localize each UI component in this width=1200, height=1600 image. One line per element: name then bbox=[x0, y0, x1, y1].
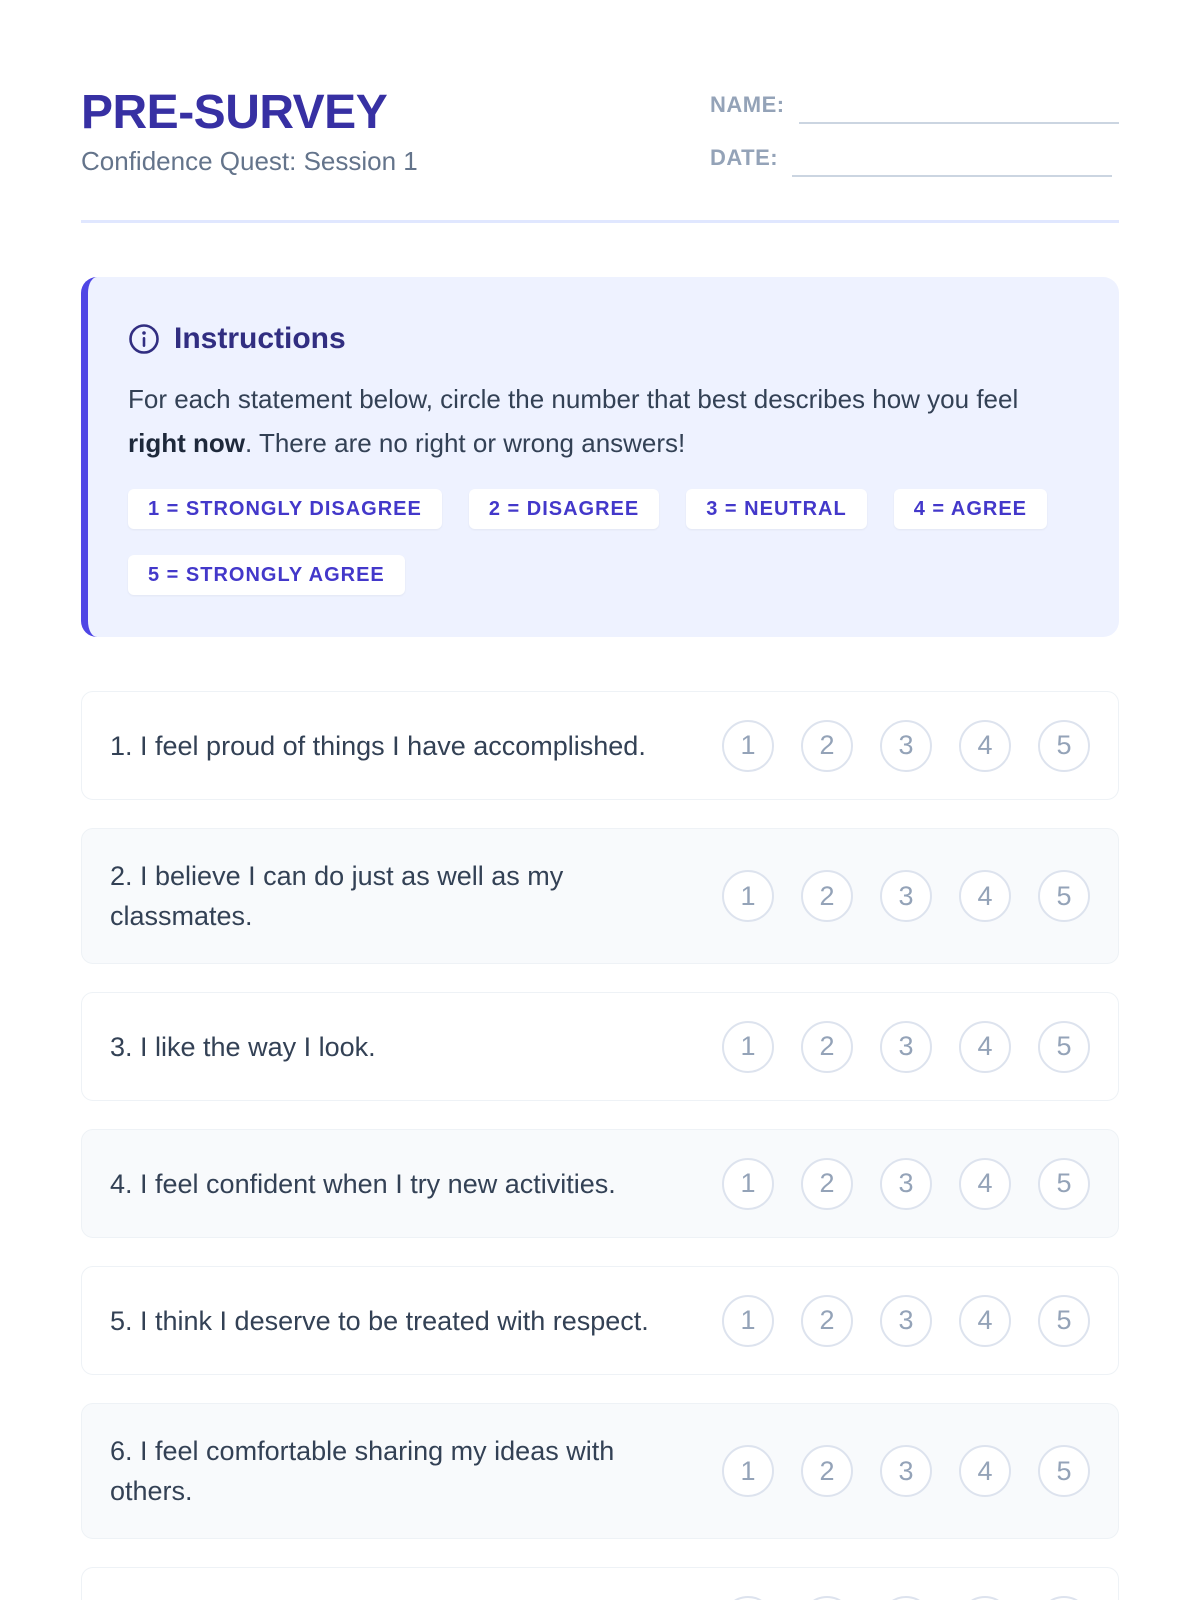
date-input-line[interactable] bbox=[792, 137, 1112, 177]
question-row bbox=[81, 1129, 1119, 1238]
question-row bbox=[81, 1266, 1119, 1375]
rating-option[interactable]: 3 bbox=[880, 1158, 932, 1210]
survey-header bbox=[81, 80, 1119, 223]
date-label: DATE: bbox=[710, 145, 779, 170]
rating-scale bbox=[722, 1445, 1090, 1497]
rating-option[interactable]: 2 bbox=[801, 1021, 853, 1073]
name-input-line[interactable] bbox=[799, 84, 1119, 124]
rating-scale bbox=[722, 1295, 1090, 1347]
question-text: 1. I feel proud of things I have accomplished. bbox=[110, 730, 646, 761]
rating-scale bbox=[722, 720, 1090, 772]
instructions-panel bbox=[81, 277, 1119, 637]
rating-option[interactable]: 5 bbox=[1038, 720, 1090, 772]
rating-option[interactable]: 1 bbox=[722, 720, 774, 772]
rating-scale bbox=[722, 1021, 1090, 1073]
question-row bbox=[81, 1403, 1119, 1539]
rating-option[interactable]: 1 bbox=[722, 870, 774, 922]
rating-option[interactable]: 3 bbox=[880, 1445, 932, 1497]
name-label: NAME: bbox=[710, 92, 785, 117]
question-text: 5. I think I deserve to be treated with respect. bbox=[110, 1305, 649, 1336]
rating-option[interactable] bbox=[1038, 1596, 1090, 1600]
rating-option[interactable]: 4 bbox=[959, 1295, 1011, 1347]
rating-scale bbox=[722, 1158, 1090, 1210]
rating-option[interactable]: 4 bbox=[959, 870, 1011, 922]
question-text: 6. I feel comfortable sharing my ideas with others. bbox=[110, 1436, 615, 1506]
rating-option[interactable]: 2 bbox=[801, 1445, 853, 1497]
rating-option[interactable]: 4 bbox=[959, 1445, 1011, 1497]
rating-option[interactable]: 2 bbox=[801, 1158, 853, 1210]
rating-option[interactable]: 5 bbox=[1038, 870, 1090, 922]
legend-chip: 3 = NEUTRAL bbox=[686, 489, 866, 529]
instructions-heading bbox=[128, 319, 1079, 359]
rating-option[interactable]: 2 bbox=[801, 870, 853, 922]
scale-legend bbox=[128, 489, 1088, 621]
rating-option[interactable] bbox=[959, 1596, 1011, 1600]
question-row bbox=[81, 828, 1119, 964]
rating-option[interactable]: 1 bbox=[722, 1158, 774, 1210]
instructions-text-start: For each statement below, circle the number that best describes how you feel bbox=[128, 384, 1019, 414]
rating-scale bbox=[722, 1596, 1090, 1600]
rating-option[interactable]: 3 bbox=[880, 720, 932, 772]
legend-chip: 5 = STRONGLY AGREE bbox=[128, 555, 405, 595]
question-text: 4. I feel confident when I try new activities. bbox=[110, 1168, 616, 1199]
rating-option[interactable] bbox=[801, 1596, 853, 1600]
question-text: 3. I like the way I look. bbox=[110, 1031, 376, 1062]
rating-option[interactable] bbox=[722, 1596, 774, 1600]
question-row-cut-off bbox=[81, 1567, 1119, 1600]
rating-option[interactable]: 5 bbox=[1038, 1021, 1090, 1073]
rating-option[interactable]: 5 bbox=[1038, 1295, 1090, 1347]
rating-option[interactable]: 1 bbox=[722, 1445, 774, 1497]
rating-option[interactable]: 3 bbox=[880, 1295, 932, 1347]
instructions-text-emphasis: right now bbox=[128, 428, 245, 458]
question-list bbox=[81, 691, 1119, 1600]
page-title: PRE-SURVEY bbox=[81, 86, 388, 139]
instructions-text-end: . There are no right or wrong answers! bbox=[244, 428, 686, 458]
rating-option[interactable]: 4 bbox=[959, 720, 1011, 772]
rating-option[interactable]: 5 bbox=[1038, 1158, 1090, 1210]
rating-option[interactable]: 2 bbox=[801, 1295, 853, 1347]
info-icon bbox=[128, 323, 160, 355]
rating-option[interactable]: 3 bbox=[880, 870, 932, 922]
rating-option[interactable]: 5 bbox=[1038, 1445, 1090, 1497]
date-field bbox=[710, 137, 1112, 177]
rating-option[interactable]: 3 bbox=[880, 1021, 932, 1073]
rating-option[interactable]: 4 bbox=[959, 1158, 1011, 1210]
instructions-title: Instructions bbox=[174, 322, 346, 355]
legend-chip: 4 = AGREE bbox=[894, 489, 1047, 529]
name-field bbox=[710, 84, 1119, 124]
legend-chip: 1 = STRONGLY DISAGREE bbox=[128, 489, 442, 529]
instructions-text bbox=[128, 377, 1068, 465]
rating-option[interactable]: 2 bbox=[801, 720, 853, 772]
question-text: 2. I believe I can do just as well as my classmates. bbox=[110, 861, 564, 931]
legend-chip: 2 = DISAGREE bbox=[469, 489, 659, 529]
question-row bbox=[81, 992, 1119, 1101]
question-row bbox=[81, 691, 1119, 800]
rating-option[interactable]: 1 bbox=[722, 1021, 774, 1073]
rating-option[interactable] bbox=[880, 1596, 932, 1600]
rating-scale bbox=[722, 870, 1090, 922]
page-subtitle: Confidence Quest: Session 1 bbox=[81, 146, 418, 176]
rating-option[interactable]: 1 bbox=[722, 1295, 774, 1347]
rating-option[interactable]: 4 bbox=[959, 1021, 1011, 1073]
